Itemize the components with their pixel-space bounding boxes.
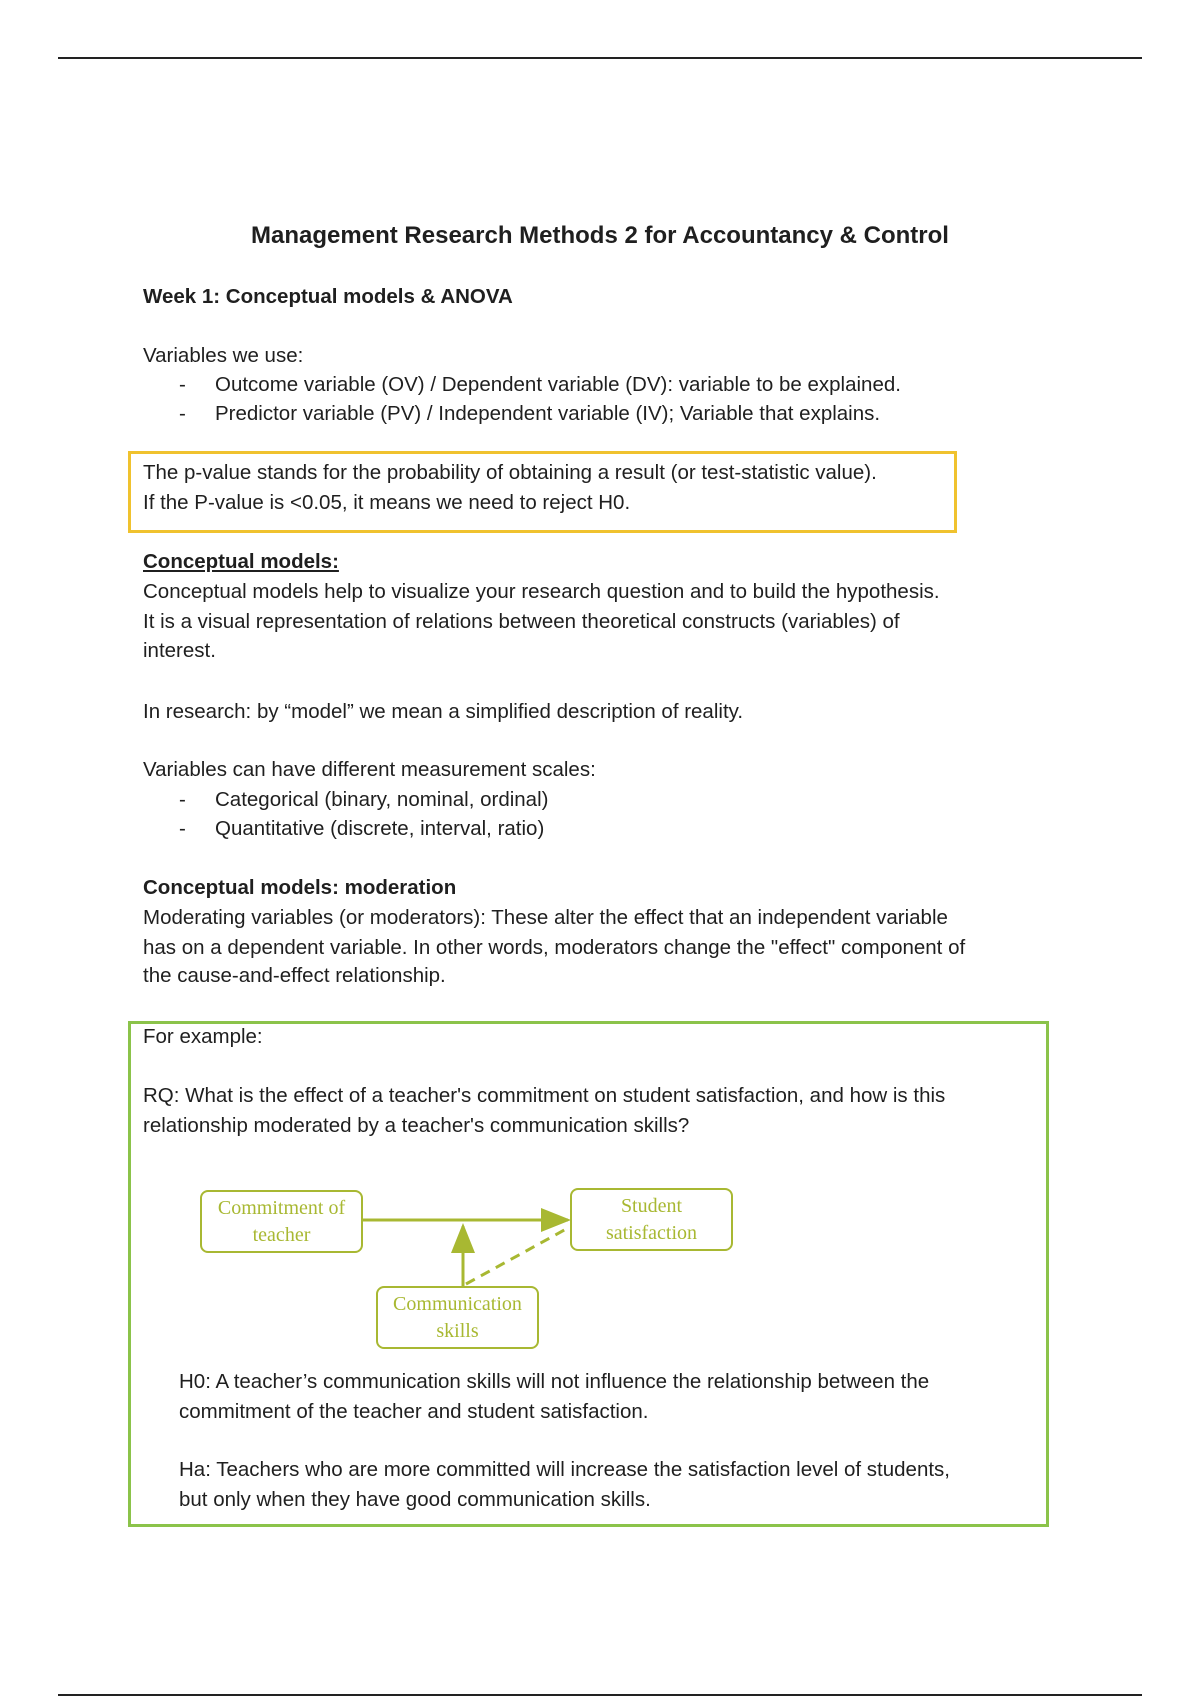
node-communication-line-2: skills xyxy=(436,1319,479,1342)
list-item-text: Predictor variable (PV) / Independent variable (IV); Variable that explains. xyxy=(215,402,881,425)
node-communication-skills xyxy=(376,1286,539,1349)
node-communication-line-1: Communication xyxy=(393,1292,522,1315)
moderation-diagram xyxy=(190,1180,750,1360)
bullet-dash: - xyxy=(179,788,186,811)
bottom-page-rule xyxy=(58,1694,1142,1696)
moderation-heading: Conceptual models: moderation xyxy=(143,876,457,899)
conceptual-models-line-1: Conceptual models help to visualize your research question and to build the hypothesis. xyxy=(143,580,940,603)
null-hypothesis-line-2: commitment of the teacher and student satisfaction. xyxy=(179,1400,649,1423)
research-question-line-1: RQ: What is the effect of a teacher's commitment on student satisfaction, and how is this xyxy=(143,1084,946,1107)
conceptual-models-heading: Conceptual models: xyxy=(143,550,339,573)
research-question-line-2: relationship moderated by a teacher's communication skills? xyxy=(143,1114,690,1137)
node-student-line-2: satisfaction xyxy=(605,1221,698,1244)
bullet-dash: - xyxy=(179,402,186,425)
alternative-hypothesis-line-1: Ha: Teachers who are more committed will increase the satisfaction level of students, xyxy=(179,1458,951,1481)
document-title: Management Research Methods 2 for Accountancy & Control xyxy=(251,222,949,249)
bullet-dash: - xyxy=(179,817,186,840)
list-item xyxy=(143,785,1043,814)
node-student-satisfaction xyxy=(570,1188,733,1251)
variables-list xyxy=(143,370,1043,428)
list-item-text: Outcome variable (OV) / Dependent variable (DV): variable to be explained. xyxy=(215,373,901,396)
alternative-hypothesis-line-2: but only when they have good communication skills. xyxy=(179,1488,651,1511)
node-student-line-1: Student xyxy=(620,1194,683,1217)
example-label: For example: xyxy=(143,1025,263,1048)
moderation-line-2: has on a dependent variable. In other words, moderators change the "effect" component of xyxy=(143,936,966,959)
moderation-line-3: the cause-and-effect relationship. xyxy=(143,964,446,987)
node-commitment-line-2: teacher xyxy=(252,1223,311,1246)
list-item xyxy=(143,814,1043,843)
scales-list xyxy=(143,785,1043,843)
conceptual-models-line-2: It is a visual representation of relations between theoretical constructs (variables) of xyxy=(143,610,900,633)
pvalue-line-1: The p-value stands for the probability of obtaining a result (or test-statistic value). xyxy=(143,461,877,484)
week-heading: Week 1: Conceptual models & ANOVA xyxy=(143,285,513,308)
list-item xyxy=(143,399,1043,428)
conceptual-models-line-3: interest. xyxy=(143,639,216,662)
model-definition: In research: by “model” we mean a simplified description of reality. xyxy=(143,700,744,723)
bullet-dash: - xyxy=(179,373,186,396)
top-page-rule xyxy=(58,57,1142,59)
null-hypothesis-line-1: H0: A teacher’s communication skills will not influence the relationship between the xyxy=(179,1370,930,1393)
moderation-line-1: Moderating variables (or moderators): These alter the effect that an independent variable xyxy=(143,906,948,929)
dashed-link-communication-to-satisfaction xyxy=(466,1228,568,1284)
variables-intro: Variables we use: xyxy=(143,344,304,367)
node-commitment-of-teacher xyxy=(200,1190,363,1253)
pvalue-line-2: If the P-value is <0.05, it means we need to reject H0. xyxy=(143,491,631,514)
node-commitment-line-1: Commitment of xyxy=(217,1196,346,1219)
list-item-text: Categorical (binary, nominal, ordinal) xyxy=(215,788,549,811)
scales-intro: Variables can have different measurement scales: xyxy=(143,758,596,781)
list-item-text: Quantitative (discrete, interval, ratio) xyxy=(215,817,545,840)
list-item xyxy=(143,370,1043,399)
